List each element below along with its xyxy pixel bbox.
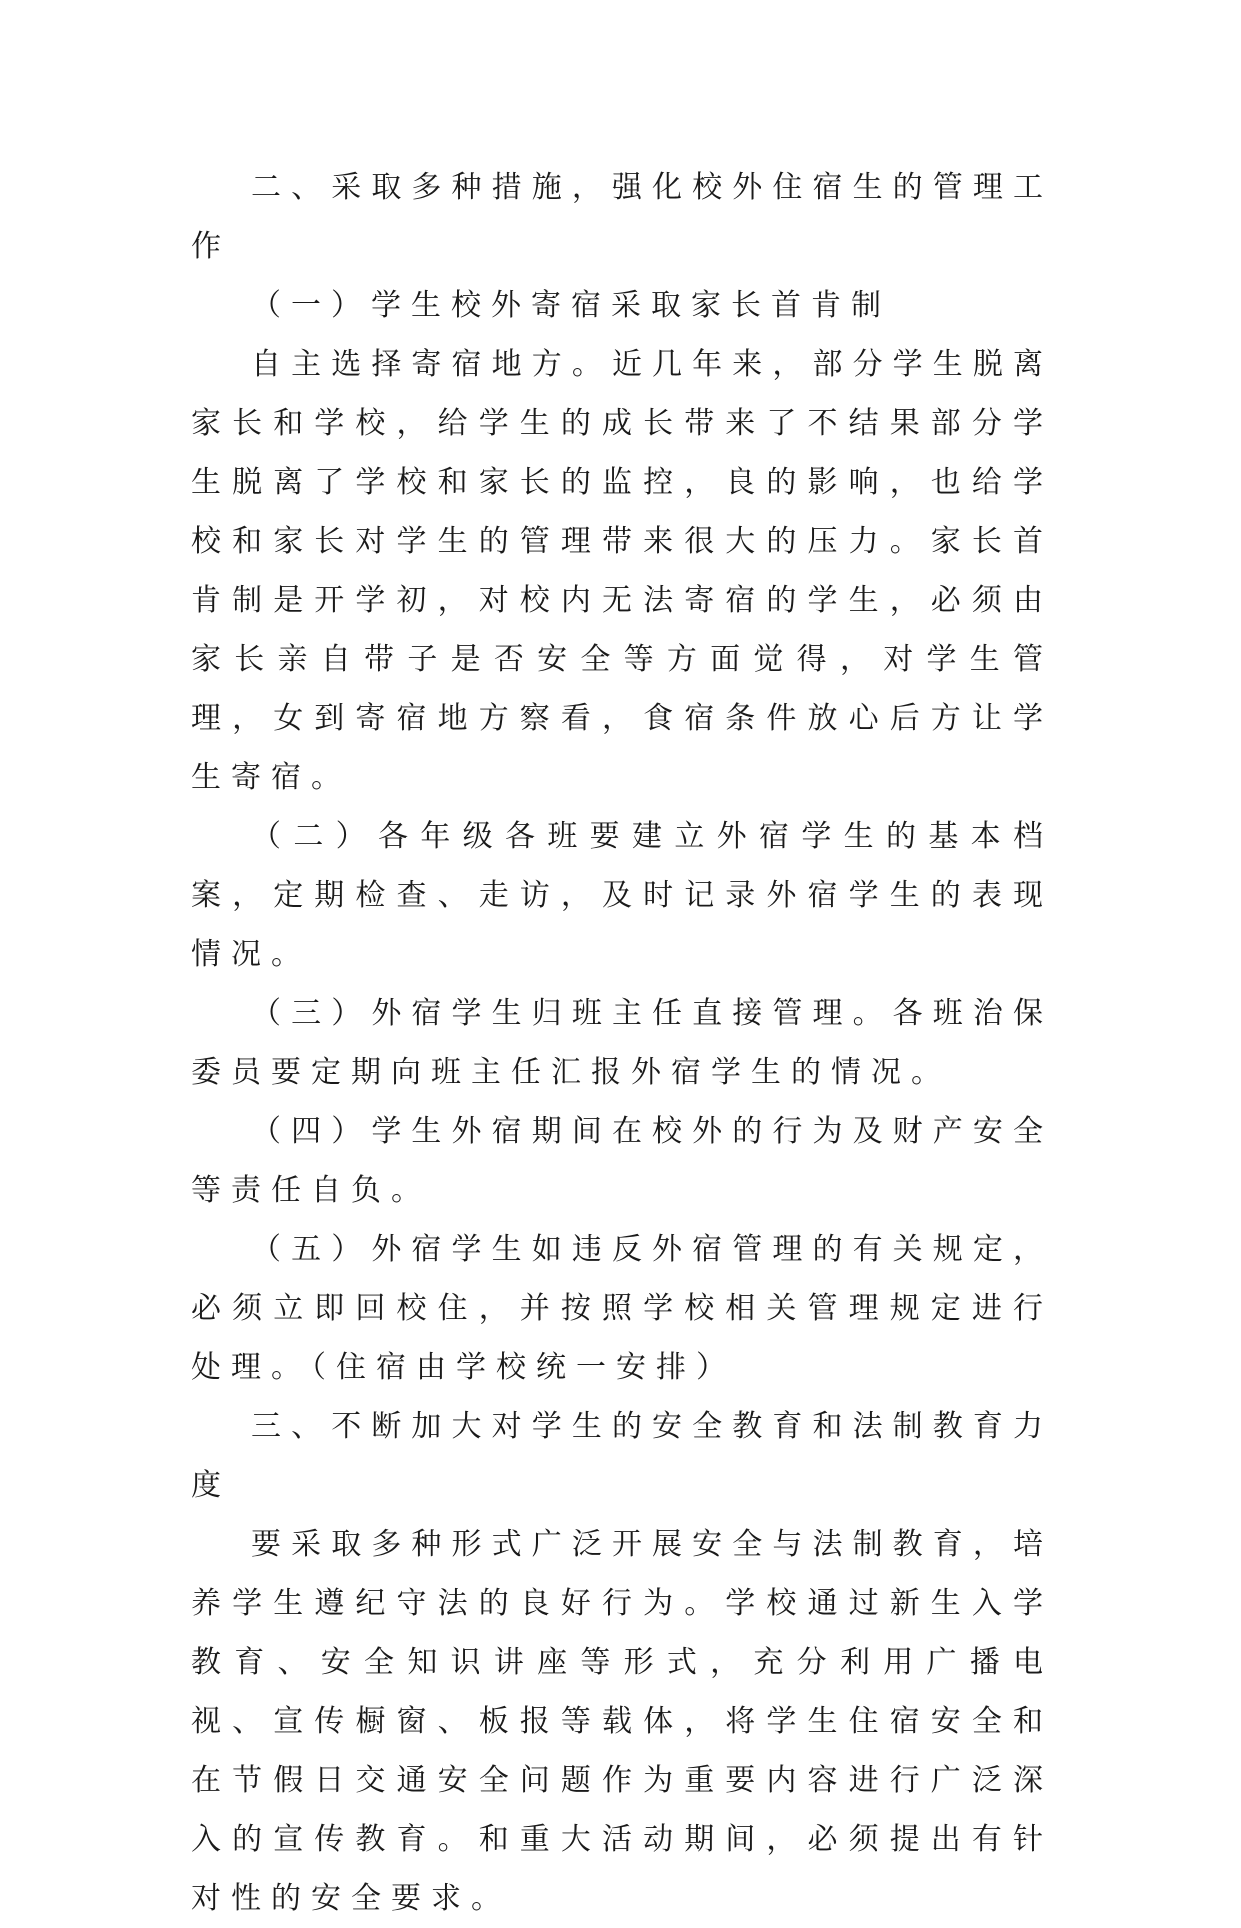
section-heading-2: 二、采取多种措施，强化校外住宿生的管理工作 bbox=[191, 170, 1053, 264]
body-paragraph: 自主选择寄宿地方。近几年来，部分学生脱离家长和学校，给学生的成长带来了不结果部分学生脱离了学校和家长的监控，良的影响，也给学校和家长对学生的管理带来很大的压力。家长首肯制是开学初，对校内无法寄宿的学生，必须由家长亲自带子是否安全等方面觉得，对学生管理，女到寄宿地方察看，食宿条件放心后方让学生寄宿。 bbox=[191, 347, 1053, 795]
list-item-3: （三）外宿学生归班主任直接管理。各班治保委员要定期向班主任汇报外宿学生的情况。 bbox=[191, 996, 1053, 1090]
body-paragraph-safety: 要采取多种形式广泛开展安全与法制教育，培养学生遵纪守法的良好行为。学校通过新生入学教育、安全知识讲座等形式，充分利用广播电视、宣传橱窗、板报等载体，将学生住宿安全和在节假日交通安全问题作为重要内容进行广泛深入的宣传教育。和重大活动期间，必须提出有针对性的安全要求。 bbox=[191, 1527, 1053, 1916]
list-item-2: （二）各年级各班要建立外宿学生的基本档案，定期检查、走访，及时记录外宿学生的表现情况。 bbox=[191, 819, 1053, 972]
section-heading-3: 三、不断加大对学生的安全教育和法制教育力度 bbox=[191, 1409, 1053, 1503]
document-body bbox=[191, 158, 1053, 1928]
subsection-heading-1: （一）学生校外寄宿采取家长首肯制 bbox=[251, 288, 891, 323]
list-item-5: （五）外宿学生如违反外宿管理的有关规定，必须立即回校住，并按照学校相关管理规定进行处理。（住宿由学校统一安排） bbox=[191, 1232, 1053, 1385]
list-item-4: （四）学生外宿期间在校外的行为及财产安全等责任自负。 bbox=[191, 1114, 1053, 1208]
